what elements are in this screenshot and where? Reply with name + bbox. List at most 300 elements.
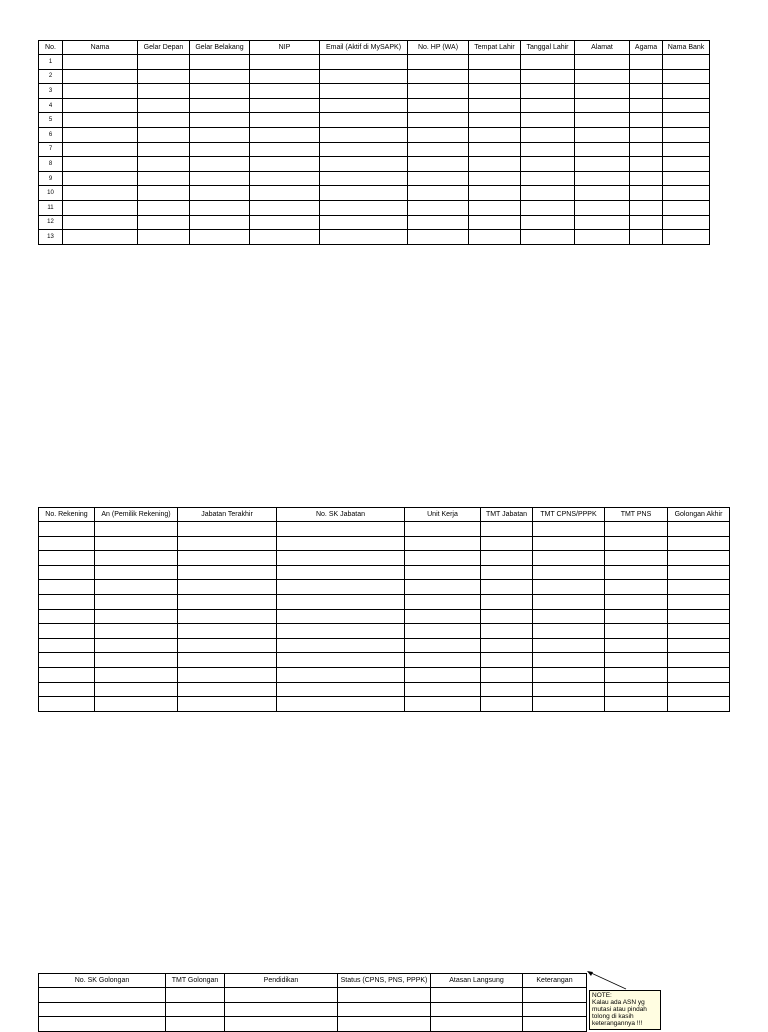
table-cell[interactable]	[39, 522, 95, 537]
table-cell[interactable]	[405, 594, 481, 609]
table-cell[interactable]	[575, 84, 630, 99]
table-cell[interactable]	[320, 200, 408, 215]
table-cell[interactable]	[469, 142, 521, 157]
table-cell[interactable]	[320, 186, 408, 201]
table-cell[interactable]	[405, 697, 481, 712]
table-row	[39, 1002, 587, 1017]
table-cell[interactable]	[95, 638, 178, 653]
table-cell[interactable]	[663, 200, 710, 215]
table-cell[interactable]	[405, 580, 481, 595]
table-row	[39, 667, 730, 682]
table-cell[interactable]	[277, 653, 405, 668]
table-cell[interactable]	[533, 522, 605, 537]
table-cell[interactable]	[63, 69, 138, 84]
table-cell[interactable]	[190, 84, 250, 99]
table-cell[interactable]	[63, 98, 138, 113]
table-cell[interactable]	[320, 69, 408, 84]
table-cell[interactable]	[408, 142, 469, 157]
table-cell[interactable]	[63, 157, 138, 172]
row-number[interactable]: 2	[39, 69, 63, 84]
table-cell[interactable]	[178, 536, 277, 551]
table-cell[interactable]	[533, 638, 605, 653]
table-cell[interactable]	[405, 682, 481, 697]
table-cell[interactable]	[190, 69, 250, 84]
table-cell[interactable]	[277, 624, 405, 639]
table-cell[interactable]	[630, 157, 663, 172]
table-cell[interactable]	[225, 988, 338, 1003]
table-cell[interactable]	[605, 653, 668, 668]
table-cell[interactable]	[138, 127, 190, 142]
table-cell[interactable]	[277, 522, 405, 537]
table-cell[interactable]	[663, 230, 710, 245]
table-cell[interactable]	[405, 624, 481, 639]
table-cell[interactable]	[469, 127, 521, 142]
table-row	[39, 522, 730, 537]
table-cell[interactable]	[481, 609, 533, 624]
table-cell[interactable]	[481, 667, 533, 682]
table-cell[interactable]	[605, 667, 668, 682]
table-cell[interactable]	[320, 84, 408, 99]
table-cell[interactable]	[190, 230, 250, 245]
table-cell[interactable]	[138, 142, 190, 157]
table-cell[interactable]	[190, 142, 250, 157]
table-cell[interactable]	[605, 551, 668, 566]
table-cell[interactable]	[668, 536, 730, 551]
table-cell[interactable]	[663, 113, 710, 128]
table-cell[interactable]	[320, 127, 408, 142]
table-cell[interactable]	[320, 230, 408, 245]
table-cell[interactable]	[521, 157, 575, 172]
table-cell[interactable]	[320, 157, 408, 172]
row-number[interactable]: 6	[39, 127, 63, 142]
table-cell[interactable]	[668, 624, 730, 639]
row-number[interactable]: 8	[39, 157, 63, 172]
table-cell[interactable]	[277, 638, 405, 653]
table-cell[interactable]	[250, 98, 320, 113]
column-header: TMT Golongan	[166, 974, 225, 988]
table-cell[interactable]	[575, 157, 630, 172]
table-cell[interactable]	[481, 522, 533, 537]
table-cell[interactable]	[469, 230, 521, 245]
table-cell[interactable]	[95, 667, 178, 682]
table-cell[interactable]	[668, 609, 730, 624]
table-cell[interactable]	[663, 69, 710, 84]
table-cell[interactable]	[523, 988, 587, 1003]
note-pointer-arrow	[586, 969, 631, 991]
table-cell[interactable]	[320, 98, 408, 113]
table-cell[interactable]	[95, 536, 178, 551]
table-cell[interactable]	[668, 522, 730, 537]
table-cell[interactable]	[533, 536, 605, 551]
table-cell[interactable]	[469, 69, 521, 84]
table-cell[interactable]	[178, 594, 277, 609]
table-cell[interactable]	[277, 536, 405, 551]
table-cell[interactable]	[668, 682, 730, 697]
table-cell[interactable]	[250, 84, 320, 99]
table-cell[interactable]	[63, 55, 138, 70]
row-number[interactable]: 5	[39, 113, 63, 128]
table-cell[interactable]	[481, 580, 533, 595]
table-cell[interactable]	[521, 113, 575, 128]
table-cell[interactable]	[605, 697, 668, 712]
table-cell[interactable]	[668, 565, 730, 580]
table-cell[interactable]	[138, 215, 190, 230]
table-cell[interactable]	[630, 69, 663, 84]
table-cell[interactable]	[190, 186, 250, 201]
table-cell[interactable]	[630, 230, 663, 245]
table-cell[interactable]	[533, 594, 605, 609]
table-cell[interactable]	[408, 200, 469, 215]
table-cell[interactable]	[39, 580, 95, 595]
table-cell[interactable]	[63, 127, 138, 142]
table-cell[interactable]	[250, 69, 320, 84]
table-cell[interactable]	[39, 653, 95, 668]
table-cell[interactable]	[668, 653, 730, 668]
table-cell[interactable]	[63, 84, 138, 99]
table-cell[interactable]	[469, 98, 521, 113]
table-cell[interactable]	[63, 215, 138, 230]
table-cell[interactable]	[39, 682, 95, 697]
table-cell[interactable]	[533, 565, 605, 580]
table-cell[interactable]	[533, 667, 605, 682]
table-cell[interactable]	[405, 522, 481, 537]
column-header: No. HP (WA)	[408, 41, 469, 55]
table-cell[interactable]	[408, 171, 469, 186]
row-number[interactable]: 11	[39, 200, 63, 215]
table-cell[interactable]	[630, 186, 663, 201]
table-cell[interactable]	[63, 113, 138, 128]
table-cell[interactable]	[39, 565, 95, 580]
table-cell[interactable]	[663, 142, 710, 157]
table-cell[interactable]	[178, 551, 277, 566]
table-row	[39, 113, 710, 128]
table-cell[interactable]	[663, 157, 710, 172]
column-header: Tempat Lahir	[469, 41, 521, 55]
table-cell[interactable]	[630, 84, 663, 99]
table-cell[interactable]	[63, 200, 138, 215]
table-cell[interactable]	[668, 580, 730, 595]
table-cell[interactable]	[63, 186, 138, 201]
table-cell[interactable]	[481, 653, 533, 668]
table-cell[interactable]	[250, 171, 320, 186]
table-cell[interactable]	[95, 522, 178, 537]
table-cell[interactable]	[190, 157, 250, 172]
table-cell[interactable]	[320, 142, 408, 157]
table-cell[interactable]	[63, 142, 138, 157]
table-cell[interactable]	[138, 157, 190, 172]
table-cell[interactable]	[668, 667, 730, 682]
table-cell[interactable]	[320, 215, 408, 230]
table-cell[interactable]	[605, 609, 668, 624]
table-cell[interactable]	[630, 98, 663, 113]
table-cell[interactable]	[408, 186, 469, 201]
table-cell[interactable]	[469, 171, 521, 186]
row-number[interactable]: 1	[39, 55, 63, 70]
table-cell[interactable]	[39, 667, 95, 682]
column-header: TMT CPNS/PPPK	[533, 508, 605, 522]
table-cell[interactable]	[533, 551, 605, 566]
table-cell[interactable]	[630, 127, 663, 142]
table-cell[interactable]	[521, 186, 575, 201]
table-cell[interactable]	[138, 186, 190, 201]
table-cell[interactable]	[605, 580, 668, 595]
table-cell[interactable]	[178, 565, 277, 580]
table-cell[interactable]	[405, 551, 481, 566]
table-cell[interactable]	[521, 55, 575, 70]
table-cell[interactable]	[408, 55, 469, 70]
table-cell[interactable]	[250, 127, 320, 142]
table-cell[interactable]	[166, 988, 225, 1003]
row-number[interactable]: 10	[39, 186, 63, 201]
table-cell[interactable]	[178, 624, 277, 639]
table-cell[interactable]	[663, 186, 710, 201]
table-cell[interactable]	[277, 594, 405, 609]
table-cell[interactable]	[521, 230, 575, 245]
table-cell[interactable]	[405, 609, 481, 624]
table-cell[interactable]	[481, 536, 533, 551]
table-cell[interactable]	[225, 1002, 338, 1017]
table-cell[interactable]	[405, 653, 481, 668]
table-cell[interactable]	[408, 84, 469, 99]
table-cell[interactable]	[405, 536, 481, 551]
table-cell[interactable]	[39, 536, 95, 551]
table-cell[interactable]	[95, 594, 178, 609]
table-cell[interactable]	[190, 98, 250, 113]
table-cell[interactable]	[575, 98, 630, 113]
table-cell[interactable]	[138, 230, 190, 245]
table-cell[interactable]	[277, 697, 405, 712]
table-cell[interactable]	[95, 580, 178, 595]
table-row	[39, 69, 710, 84]
table-cell[interactable]	[405, 565, 481, 580]
table-cell[interactable]	[95, 682, 178, 697]
row-number[interactable]: 7	[39, 142, 63, 157]
table-cell[interactable]	[431, 988, 523, 1003]
table-cell[interactable]	[668, 697, 730, 712]
table-cell[interactable]	[138, 113, 190, 128]
table-cell[interactable]	[39, 594, 95, 609]
table-cell[interactable]	[575, 69, 630, 84]
table-row	[39, 215, 710, 230]
table-cell[interactable]	[630, 200, 663, 215]
table-cell[interactable]	[63, 230, 138, 245]
table-cell[interactable]	[481, 551, 533, 566]
table-cell[interactable]	[663, 84, 710, 99]
table-cell[interactable]	[250, 215, 320, 230]
table-cell[interactable]	[469, 55, 521, 70]
table-cell[interactable]	[277, 580, 405, 595]
table-cell[interactable]	[95, 565, 178, 580]
table-cell[interactable]	[575, 215, 630, 230]
table-cell[interactable]	[668, 551, 730, 566]
table-cell[interactable]	[575, 230, 630, 245]
table-cell[interactable]	[469, 200, 521, 215]
table-cell[interactable]	[663, 127, 710, 142]
table-cell[interactable]	[178, 638, 277, 653]
table-cell[interactable]	[521, 98, 575, 113]
table-cell[interactable]	[630, 171, 663, 186]
table-cell[interactable]	[668, 638, 730, 653]
table-cell[interactable]	[277, 682, 405, 697]
table-cell[interactable]	[178, 609, 277, 624]
table-cell[interactable]	[605, 536, 668, 551]
table-cell[interactable]	[523, 1002, 587, 1017]
table-cell[interactable]	[138, 69, 190, 84]
table-cell[interactable]	[408, 69, 469, 84]
table-cell[interactable]	[95, 653, 178, 668]
table-cell[interactable]	[338, 988, 431, 1003]
table-cell[interactable]	[178, 653, 277, 668]
table-cell[interactable]	[138, 98, 190, 113]
table-cell[interactable]	[39, 697, 95, 712]
table-cell[interactable]	[521, 215, 575, 230]
table-cell[interactable]	[469, 84, 521, 99]
table-cell[interactable]	[663, 215, 710, 230]
table-cell[interactable]	[250, 142, 320, 157]
table-cell[interactable]	[533, 697, 605, 712]
table-cell[interactable]	[190, 171, 250, 186]
table-cell[interactable]	[178, 522, 277, 537]
table-cell[interactable]	[39, 1002, 166, 1017]
table-cell[interactable]	[39, 638, 95, 653]
row-number[interactable]: 12	[39, 215, 63, 230]
table-cell[interactable]	[630, 113, 663, 128]
column-header: No. SK Jabatan	[277, 508, 405, 522]
table-cell[interactable]	[250, 230, 320, 245]
table-cell[interactable]	[481, 638, 533, 653]
table-cell[interactable]	[668, 594, 730, 609]
table-cell[interactable]	[178, 667, 277, 682]
table-cell[interactable]	[277, 551, 405, 566]
table-cell[interactable]	[481, 697, 533, 712]
table-cell[interactable]	[533, 609, 605, 624]
table-cell[interactable]	[39, 609, 95, 624]
table-cell[interactable]	[277, 667, 405, 682]
table-cell[interactable]	[39, 988, 166, 1003]
table-cell[interactable]	[39, 624, 95, 639]
table-cell[interactable]	[95, 624, 178, 639]
table-cell[interactable]	[521, 142, 575, 157]
table-cell[interactable]	[481, 594, 533, 609]
table-cell[interactable]	[178, 682, 277, 697]
row-number[interactable]: 3	[39, 84, 63, 99]
table-cell[interactable]	[408, 215, 469, 230]
table-cell[interactable]	[408, 113, 469, 128]
table-cell[interactable]	[663, 55, 710, 70]
table-cell[interactable]	[138, 55, 190, 70]
table-cell[interactable]	[190, 55, 250, 70]
table-cell[interactable]	[481, 565, 533, 580]
table-cell[interactable]	[575, 55, 630, 70]
table-cell[interactable]	[575, 186, 630, 201]
table-cell[interactable]	[95, 697, 178, 712]
table-cell[interactable]	[575, 113, 630, 128]
table-cell[interactable]	[575, 127, 630, 142]
table-row	[39, 127, 710, 142]
table-cell[interactable]	[178, 697, 277, 712]
table-cell[interactable]	[521, 84, 575, 99]
table-cell[interactable]	[521, 171, 575, 186]
table-cell[interactable]	[605, 638, 668, 653]
table-cell[interactable]	[250, 157, 320, 172]
table-cell[interactable]	[663, 171, 710, 186]
table-cell[interactable]	[481, 682, 533, 697]
table-cell[interactable]	[63, 171, 138, 186]
table-cell[interactable]	[630, 55, 663, 70]
table-cell[interactable]	[481, 624, 533, 639]
table-cell[interactable]	[405, 667, 481, 682]
row-number[interactable]: 13	[39, 230, 63, 245]
table-cell[interactable]	[605, 565, 668, 580]
table-cell[interactable]	[190, 215, 250, 230]
table-cell[interactable]	[405, 638, 481, 653]
table-cell[interactable]	[533, 653, 605, 668]
table-cell[interactable]	[277, 565, 405, 580]
table-cell[interactable]	[575, 142, 630, 157]
row-number[interactable]: 4	[39, 98, 63, 113]
table-cell[interactable]	[250, 113, 320, 128]
table-cell[interactable]	[469, 157, 521, 172]
table-cell[interactable]	[250, 55, 320, 70]
table-cell[interactable]	[250, 186, 320, 201]
table-cell[interactable]	[431, 1002, 523, 1017]
table-cell[interactable]	[605, 682, 668, 697]
table-cell[interactable]	[521, 127, 575, 142]
table-cell[interactable]	[533, 580, 605, 595]
table-cell[interactable]	[95, 609, 178, 624]
table-cell[interactable]	[95, 551, 178, 566]
table-cell[interactable]	[469, 215, 521, 230]
table-cell[interactable]	[605, 624, 668, 639]
row-number[interactable]: 9	[39, 171, 63, 186]
table-cell[interactable]	[533, 682, 605, 697]
table-cell[interactable]	[320, 55, 408, 70]
table-cell[interactable]	[408, 157, 469, 172]
table-row	[39, 200, 710, 215]
table-cell[interactable]	[533, 624, 605, 639]
table-cell[interactable]	[605, 522, 668, 537]
table-cell[interactable]	[250, 200, 320, 215]
table-cell[interactable]	[521, 69, 575, 84]
table-cell[interactable]	[408, 98, 469, 113]
table-cell[interactable]	[190, 113, 250, 128]
table-cell[interactable]	[630, 142, 663, 157]
table-cell[interactable]	[338, 1002, 431, 1017]
table-cell[interactable]	[320, 113, 408, 128]
table-cell[interactable]	[320, 171, 408, 186]
table-cell[interactable]	[39, 551, 95, 566]
comment-note[interactable]	[589, 990, 661, 1030]
table-cell[interactable]	[575, 171, 630, 186]
table-cell[interactable]	[469, 186, 521, 201]
table-cell[interactable]	[138, 84, 190, 99]
table-cell[interactable]	[469, 113, 521, 128]
table-cell[interactable]	[190, 127, 250, 142]
table-cell[interactable]	[190, 200, 250, 215]
table-cell[interactable]	[166, 1002, 225, 1017]
table-cell[interactable]	[408, 230, 469, 245]
table-cell[interactable]	[663, 98, 710, 113]
table-cell[interactable]	[630, 215, 663, 230]
table-cell[interactable]	[138, 171, 190, 186]
table-cell[interactable]	[277, 609, 405, 624]
table-cell[interactable]	[575, 200, 630, 215]
table-cell[interactable]	[521, 200, 575, 215]
table-cell[interactable]	[178, 580, 277, 595]
table-cell[interactable]	[408, 127, 469, 142]
table-cell[interactable]	[138, 200, 190, 215]
table-cell[interactable]	[605, 594, 668, 609]
